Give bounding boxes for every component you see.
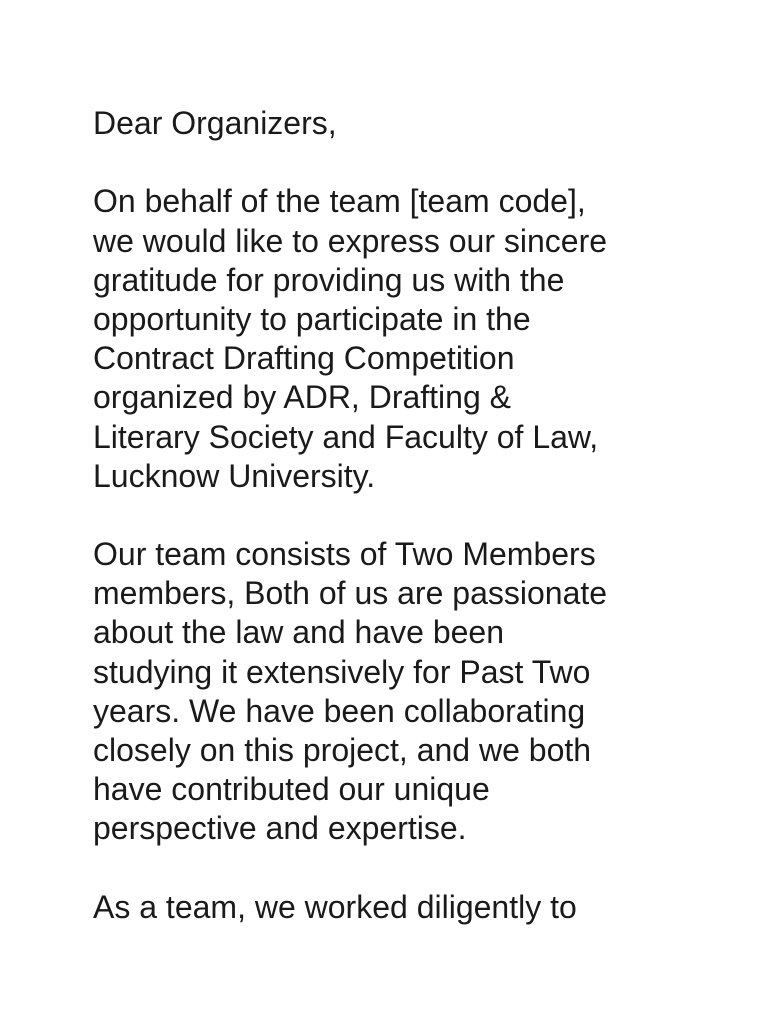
text-line: have contributed our unique (93, 771, 490, 808)
paragraph-team (93, 535, 693, 849)
text-line: studying it extensively for Past Two (93, 653, 591, 690)
text-line: On behalf of the team [team code], (93, 183, 586, 220)
text-line: gratitude for providing us with the (93, 261, 565, 298)
text-line: about the law and have been (93, 614, 504, 651)
text-line: we would like to express our sincere (93, 222, 608, 259)
text-line: perspective and expertise. (93, 810, 467, 847)
text-line: opportunity to participate in the (93, 300, 531, 337)
text-line: closely on this project, and we both (93, 732, 592, 768)
salutation (93, 104, 693, 143)
text-line: As a team, we worked diligently to (93, 888, 577, 925)
paragraph-gratitude (93, 182, 693, 496)
paragraph-work (93, 888, 693, 927)
salutation-text: Dear Organizers, (93, 105, 337, 141)
text-line: members, Both of us are passionate (93, 575, 608, 612)
letter-body (93, 104, 693, 966)
text-line: years. We have been collaborating (93, 692, 586, 729)
text-line: Our team consists of Two Members (93, 536, 596, 573)
text-line: Contract Drafting Competition (93, 340, 515, 377)
text-line: Literary Society and Faculty of Law, (93, 418, 599, 455)
text-line: Lucknow University. (93, 457, 376, 494)
text-line: organized by ADR, Drafting & (93, 379, 511, 416)
